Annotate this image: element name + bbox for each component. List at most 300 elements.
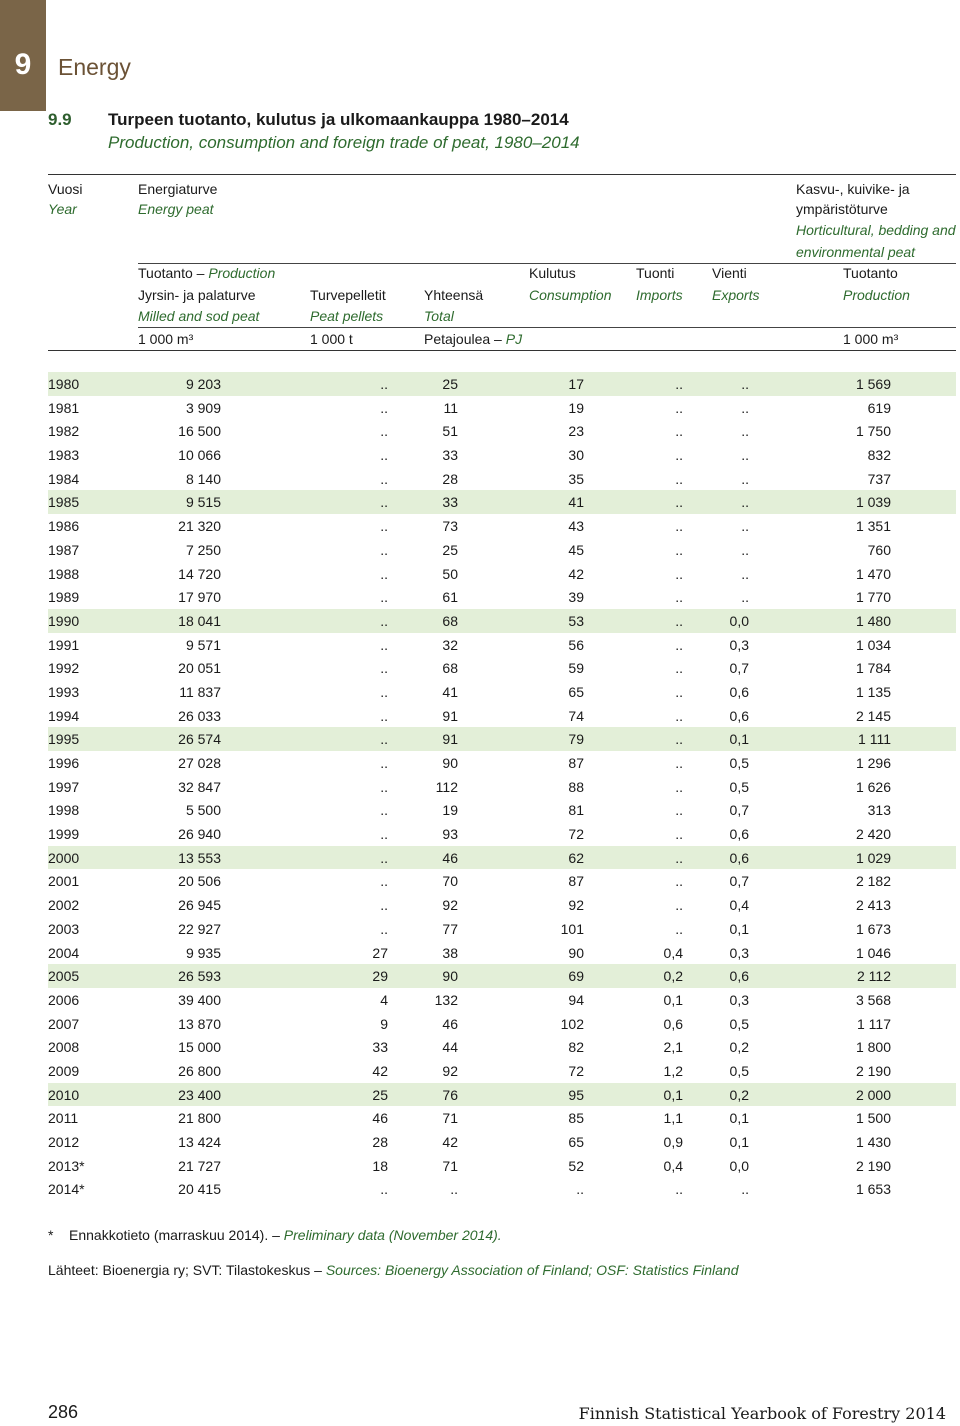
hort-production-cell: 2 190: [855, 1157, 891, 1174]
header-bottom-rule: [48, 350, 956, 351]
milled-peat-cell: 3 909: [185, 399, 221, 416]
energy-peat-fi: Energiaturve: [138, 181, 218, 197]
imports-cell: 0,4: [663, 1157, 683, 1174]
milled-peat-cell: 22 927: [178, 920, 221, 937]
exports-cell: 0,3: [729, 944, 749, 961]
table-row: [48, 1130, 956, 1154]
consumption-cell: 53: [568, 612, 584, 629]
hort-production-cell: 3 568: [855, 991, 891, 1008]
imports-cell: ..: [675, 873, 683, 890]
table-row: [48, 609, 956, 633]
imports-cell: 0,1: [663, 991, 683, 1008]
table-row: [48, 846, 956, 870]
table-row: [48, 467, 956, 491]
table-title: Turpeen tuotanto, kulutus ja ulkomaankauppa 1980–2014: [108, 110, 569, 129]
imports-cell: ..: [675, 707, 683, 724]
milled-peat-fi: Jyrsin- ja palaturve: [138, 287, 256, 303]
total-pj-cell: 32: [442, 636, 458, 653]
table-row: [48, 514, 956, 538]
table-subtitle: Production, consumption and foreign trade of peat, 1980–2014: [108, 133, 580, 152]
energy-peat-en: Energy peat: [138, 201, 214, 217]
consumption-cell: 35: [568, 470, 584, 487]
milled-peat-cell: 26 574: [178, 731, 221, 748]
imports-cell: ..: [675, 447, 683, 464]
pellets-cell: ..: [380, 494, 388, 511]
exports-cell: 0,5: [729, 778, 749, 795]
pellets-cell: 29: [372, 968, 388, 985]
exports-cell: 0,1: [729, 731, 749, 748]
milled-peat-cell: 23 400: [178, 1086, 221, 1103]
total-pj-cell: 73: [442, 518, 458, 535]
sources-fi: Lähteet: Bioenergia ry; SVT: Tilastokeskus –: [48, 1262, 322, 1278]
imports-cell: ..: [675, 755, 683, 771]
imports-cell: ..: [675, 826, 683, 843]
table-row: [48, 538, 956, 562]
exports-en: Exports: [712, 287, 760, 303]
total-pj-cell: 46: [442, 1015, 458, 1032]
milled-peat-cell: 21 320: [178, 518, 221, 535]
consumption-cell: 19: [568, 399, 584, 416]
footnote-fi: Ennakkotieto (marraskuu 2014). –: [69, 1227, 280, 1243]
consumption-cell: 52: [568, 1157, 584, 1174]
pellets-cell: ..: [380, 541, 388, 558]
pellets-cell: ..: [380, 920, 388, 937]
milled-peat-cell: 26 593: [178, 968, 221, 985]
milled-peat-cell: 26 940: [178, 826, 221, 843]
exports-cell: 0,1: [729, 1134, 749, 1150]
imports-cell: ..: [675, 683, 683, 700]
exports-cell: 0,0: [729, 1157, 749, 1174]
milled-peat-cell: 21 800: [178, 1110, 221, 1127]
consumption-cell: 101: [560, 920, 584, 937]
hort-production-cell: 1 029: [855, 849, 891, 866]
exports-cell: ..: [741, 399, 749, 416]
hort-production-cell: 1 480: [855, 612, 891, 629]
exports-cell: 0,6: [729, 707, 749, 724]
year-cell: 1995: [48, 731, 80, 748]
year-cell: 1999: [48, 826, 80, 843]
table-row: [48, 798, 956, 822]
chapter-title: Energy: [58, 54, 131, 80]
year-cell: 1998: [48, 802, 80, 819]
total-pj-cell: 70: [442, 873, 458, 890]
production-en: Production: [208, 265, 276, 281]
milled-peat-cell: 7 250: [185, 541, 221, 558]
pellets-cell: ..: [380, 660, 388, 677]
table-row: [48, 727, 956, 751]
total-pj-cell: ..: [450, 1181, 458, 1198]
table-row: [48, 1106, 956, 1130]
consumption-cell: 59: [568, 660, 584, 677]
year-cell: 1986: [48, 518, 80, 535]
imports-cell: 1,2: [663, 1062, 683, 1079]
hort-production-cell: 2 413: [855, 897, 891, 914]
exports-cell: ..: [741, 447, 749, 464]
consumption-cell: 82: [568, 1039, 584, 1056]
table-row: [48, 633, 956, 657]
hort-production-cell: 313: [867, 802, 891, 819]
consumption-cell: 95: [568, 1086, 584, 1103]
consumption-cell: 102: [560, 1015, 584, 1032]
milled-peat-cell: 11 837: [179, 683, 221, 700]
production-fi: [138, 265, 275, 281]
hort-peat-en-1: Horticultural, bedding and: [796, 222, 956, 238]
imports-cell: ..: [675, 897, 683, 914]
milled-peat-cell: 20 506: [178, 873, 221, 890]
exports-cell: 0,7: [729, 873, 749, 890]
imports-cell: ..: [675, 518, 683, 535]
exports-cell: 0,3: [729, 991, 749, 1008]
consumption-cell: 56: [568, 636, 584, 653]
pellets-cell: 27: [372, 944, 388, 961]
page-number: 286: [48, 1402, 79, 1422]
hort-production-cell: 1 500: [855, 1110, 891, 1127]
total-pj-cell: 90: [442, 968, 458, 985]
milled-peat-cell: 17 970: [178, 589, 221, 606]
imports-cell: 2,1: [663, 1039, 683, 1056]
pellets-cell: ..: [380, 565, 388, 582]
header-unit-rule: [138, 327, 956, 328]
table-row: [48, 562, 956, 586]
imports-cell: ..: [675, 565, 683, 582]
total-pj-cell: 132: [434, 991, 458, 1008]
milled-peat-cell: 10 066: [178, 447, 221, 464]
milled-peat-cell: 20 051: [178, 660, 221, 677]
imports-cell: 0,6: [663, 1015, 683, 1032]
header-sub-rule: [138, 263, 956, 264]
exports-cell: 0,0: [729, 612, 749, 629]
year-cell: 2007: [48, 1015, 80, 1032]
imports-cell: ..: [675, 731, 683, 748]
footnote-en: Preliminary data (November 2014).: [283, 1227, 502, 1243]
exports-cell: 0,6: [729, 849, 749, 866]
milled-peat-cell: 9 935: [185, 944, 221, 961]
imports-cell: ..: [675, 660, 683, 677]
consumption-cell: 43: [568, 518, 584, 535]
hort-production-cell: 1 034: [855, 636, 891, 653]
exports-cell: 0,2: [729, 1086, 749, 1103]
pellets-cell: ..: [380, 755, 388, 771]
table-row: [48, 704, 956, 728]
imports-cell: ..: [675, 376, 683, 392]
table-row: [48, 893, 956, 917]
milled-peat-cell: 32 847: [178, 778, 221, 795]
milled-peat-cell: 9 203: [185, 376, 221, 392]
year-cell: 1989: [48, 589, 80, 606]
footnote-mark: *: [48, 1227, 54, 1243]
table-row: [48, 585, 956, 609]
table-row: [48, 1177, 956, 1201]
total-pj-cell: 71: [442, 1157, 458, 1174]
total-pj-cell: 68: [442, 612, 458, 629]
total-pj-cell: 93: [442, 826, 458, 843]
total-pj-cell: 19: [442, 802, 458, 819]
year-cell: 2006: [48, 991, 80, 1008]
table-row: [48, 941, 956, 965]
consumption-cell: 94: [568, 991, 584, 1008]
table-row: [48, 869, 956, 893]
year-cell: 1988: [48, 565, 80, 582]
year-cell: 2013*: [48, 1157, 85, 1174]
milled-peat-en: Milled and sod peat: [138, 308, 260, 324]
year-cell: 1991: [48, 636, 80, 653]
hort-production-cell: 1 673: [855, 920, 891, 937]
total-pj-cell: 71: [442, 1110, 458, 1127]
table-row: [48, 396, 956, 420]
hort-peat-fi-1: Kasvu-, kuivike- ja: [796, 181, 910, 197]
pellets-cell: 28: [372, 1134, 388, 1150]
year-cell: 2003: [48, 920, 80, 937]
year-cell: 2002: [48, 897, 80, 914]
table-row: [48, 419, 956, 443]
total-pj-cell: 91: [442, 707, 458, 724]
total-pj-cell: 44: [442, 1039, 458, 1056]
exports-cell: 0,1: [729, 920, 749, 937]
milled-peat-cell: 27 028: [178, 755, 221, 771]
consumption-cell: 41: [568, 494, 584, 511]
total-pj-cell: 77: [442, 920, 458, 937]
total-fi: Yhteensä: [424, 287, 484, 303]
hort-production-cell: 1 800: [855, 1039, 891, 1056]
peat-pellets-fi: Turvepelletit: [310, 287, 386, 303]
consumption-cell: 42: [568, 565, 584, 582]
table-number: 9.9: [48, 110, 72, 129]
year-cell: 1980: [48, 376, 80, 392]
imports-cell: 0,1: [663, 1086, 683, 1103]
table-row: [48, 1035, 956, 1059]
total-pj-cell: 92: [442, 1062, 458, 1079]
hort-production-cell: 2 145: [855, 707, 891, 724]
table-row: [48, 680, 956, 704]
consumption-cell: 62: [568, 849, 584, 866]
header-top-rule: [48, 174, 956, 175]
pellets-cell: ..: [380, 612, 388, 629]
milled-peat-cell: 9 571: [185, 636, 221, 653]
total-pj-cell: 92: [442, 897, 458, 914]
pellets-cell: 25: [372, 1086, 388, 1103]
exports-cell: ..: [741, 470, 749, 487]
hort-production-cell: 2 000: [855, 1086, 891, 1103]
table-row: [48, 490, 956, 514]
table-row: [48, 1012, 956, 1036]
table-row: [48, 372, 956, 396]
exports-cell: 0,5: [729, 755, 749, 771]
total-pj-cell: 112: [435, 778, 458, 795]
table-body: [48, 372, 956, 1201]
production-fi-text: Tuotanto –: [138, 265, 205, 281]
unit-pj-en: PJ: [505, 331, 523, 347]
hort-peat-fi-2: ympäristöturve: [796, 201, 888, 217]
consumption-cell: 74: [568, 707, 584, 724]
consumption-cell: 65: [568, 1134, 584, 1150]
consumption-cell: ..: [576, 1181, 584, 1198]
exports-cell: ..: [741, 376, 749, 392]
year-cell: 2012: [48, 1134, 80, 1150]
exports-cell: 0,6: [729, 683, 749, 700]
pellets-cell: ..: [380, 1181, 388, 1198]
hort-production-cell: 1 569: [855, 376, 891, 392]
unit-energy: [424, 331, 522, 347]
consumption-cell: 87: [568, 755, 584, 771]
year-cell: 1992: [48, 660, 80, 677]
hort-production-cell: 1 046: [855, 944, 891, 961]
year-cell: 1981: [48, 399, 80, 416]
imports-cell: ..: [675, 636, 683, 653]
exports-cell: 0,3: [729, 636, 749, 653]
imports-cell: 0,9: [663, 1134, 683, 1150]
exports-cell: 0,7: [729, 660, 749, 677]
year-cell: 1997: [48, 778, 80, 795]
pellets-cell: ..: [380, 897, 388, 914]
pellets-cell: ..: [380, 731, 388, 748]
hort-peat-en-2: environmental peat: [796, 244, 916, 260]
sources-en: Sources: Bioenergy Association of Finland; OSF: Statistics Finland: [325, 1262, 739, 1278]
hort-production-cell: 760: [867, 541, 891, 558]
table-row: [48, 1083, 956, 1107]
year-cell: 1983: [48, 447, 80, 464]
table-row: [48, 1154, 956, 1178]
consumption-cell: 79: [568, 731, 584, 748]
pellets-cell: ..: [380, 683, 388, 700]
year-cell: 2005: [48, 968, 80, 985]
pellets-cell: 33: [372, 1039, 388, 1056]
consumption-cell: 65: [568, 683, 584, 700]
year-cell: 2000: [48, 849, 80, 866]
consumption-fi: Kulutus: [529, 265, 576, 281]
pellets-cell: ..: [380, 376, 388, 392]
imports-cell: ..: [675, 423, 683, 440]
hort-production-cell: 1 296: [855, 755, 891, 771]
exports-cell: 0,7: [729, 802, 749, 819]
imports-cell: ..: [675, 541, 683, 558]
table-row: [48, 751, 956, 775]
table-row: [48, 775, 956, 799]
milled-peat-cell: 8 140: [185, 470, 221, 487]
year-cell: 2009: [48, 1062, 80, 1079]
consumption-cell: 69: [568, 968, 584, 985]
milled-peat-cell: 21 727: [178, 1157, 221, 1174]
milled-peat-cell: 26 033: [178, 707, 221, 724]
pellets-cell: ..: [380, 423, 388, 440]
total-pj-cell: 38: [442, 944, 458, 961]
total-pj-cell: 50: [442, 565, 458, 582]
pellets-cell: 4: [380, 991, 388, 1008]
pellets-cell: 46: [372, 1110, 388, 1127]
consumption-cell: 17: [568, 376, 584, 392]
imports-cell: ..: [675, 920, 683, 937]
consumption-cell: 30: [568, 447, 584, 464]
exports-cell: ..: [741, 518, 749, 535]
total-pj-cell: 76: [442, 1086, 458, 1103]
hort-production-cell: 1 626: [855, 778, 891, 795]
year-cell: 1987: [48, 541, 80, 558]
consumption-cell: 72: [568, 826, 584, 843]
hort-production-cell: 1 750: [855, 423, 891, 440]
milled-peat-cell: 39 400: [178, 991, 221, 1008]
publication-footer: Finnish Statistical Yearbook of Forestry 2014: [578, 1404, 946, 1423]
total-pj-cell: 61: [442, 589, 458, 606]
total-pj-cell: 25: [442, 541, 458, 558]
milled-peat-cell: 5 500: [185, 802, 221, 819]
pellets-cell: ..: [380, 518, 388, 535]
milled-peat-cell: 13 870: [178, 1015, 221, 1032]
table-row: [48, 443, 956, 467]
milled-peat-cell: 9 515: [185, 494, 221, 511]
milled-peat-cell: 26 945: [178, 897, 221, 914]
milled-peat-cell: 14 720: [178, 565, 221, 582]
imports-cell: 0,2: [663, 968, 683, 985]
unit-milled: 1 000 m³: [138, 331, 194, 347]
milled-peat-cell: 13 424: [178, 1134, 221, 1150]
exports-cell: 0,6: [729, 968, 749, 985]
imports-cell: ..: [675, 470, 683, 487]
consumption-cell: 72: [568, 1062, 584, 1079]
hort-production-cell: 2 112: [857, 968, 891, 985]
exports-cell: 0,1: [729, 1110, 749, 1127]
consumption-cell: 81: [568, 802, 584, 819]
table-row: [48, 656, 956, 680]
table-row: [48, 822, 956, 846]
year-cell: 2010: [48, 1086, 80, 1103]
hort-production-cell: 2 182: [855, 873, 891, 890]
exports-cell: ..: [741, 494, 749, 511]
hort-production-cell: 619: [867, 399, 891, 416]
consumption-cell: 87: [568, 873, 584, 890]
hort-production-cell: 2 420: [855, 826, 891, 843]
hort-production-cell: 1 470: [855, 565, 891, 582]
year-cell: 2008: [48, 1039, 80, 1056]
pellets-cell: ..: [380, 447, 388, 464]
pellets-cell: ..: [380, 778, 388, 795]
unit-pellets: 1 000 t: [310, 331, 353, 347]
pellets-cell: ..: [380, 636, 388, 653]
consumption-cell: 39: [568, 589, 584, 606]
milled-peat-cell: 20 415: [178, 1181, 221, 1198]
year-cell: 1993: [48, 683, 80, 700]
hort-production-cell: 1 111: [858, 731, 891, 748]
consumption-cell: 88: [568, 778, 584, 795]
hort-production-cell: 2 190: [855, 1062, 891, 1079]
imports-cell: ..: [675, 849, 683, 866]
exports-cell: ..: [741, 589, 749, 606]
year-cell: 1996: [48, 755, 80, 771]
table-row: [48, 917, 956, 941]
exports-cell: 0,5: [729, 1062, 749, 1079]
consumption-cell: 23: [568, 423, 584, 440]
imports-cell: ..: [675, 1181, 683, 1198]
table-row: [48, 988, 956, 1012]
pellets-cell: ..: [380, 707, 388, 724]
exports-cell: 0,6: [729, 826, 749, 843]
chapter-tab: [0, 0, 46, 111]
hort-production-cell: 737: [867, 470, 891, 487]
year-cell: 2001: [48, 873, 80, 890]
unit-pj-fi: Petajoulea –: [424, 331, 502, 347]
year-cell: 1982: [48, 423, 80, 440]
pellets-cell: ..: [380, 849, 388, 866]
chapter-number: 9: [14, 48, 32, 81]
total-pj-cell: 25: [442, 376, 458, 392]
year-cell: 1985: [48, 494, 80, 511]
year-cell: 2014*: [48, 1181, 85, 1198]
hort-production-cell: 1 117: [857, 1015, 891, 1032]
total-pj-cell: 28: [442, 470, 458, 487]
pellets-cell: ..: [380, 802, 388, 819]
hort-production-cell: 1 653: [855, 1181, 891, 1198]
imports-cell: ..: [675, 494, 683, 511]
pellets-cell: ..: [380, 826, 388, 843]
total-pj-cell: 68: [442, 660, 458, 677]
